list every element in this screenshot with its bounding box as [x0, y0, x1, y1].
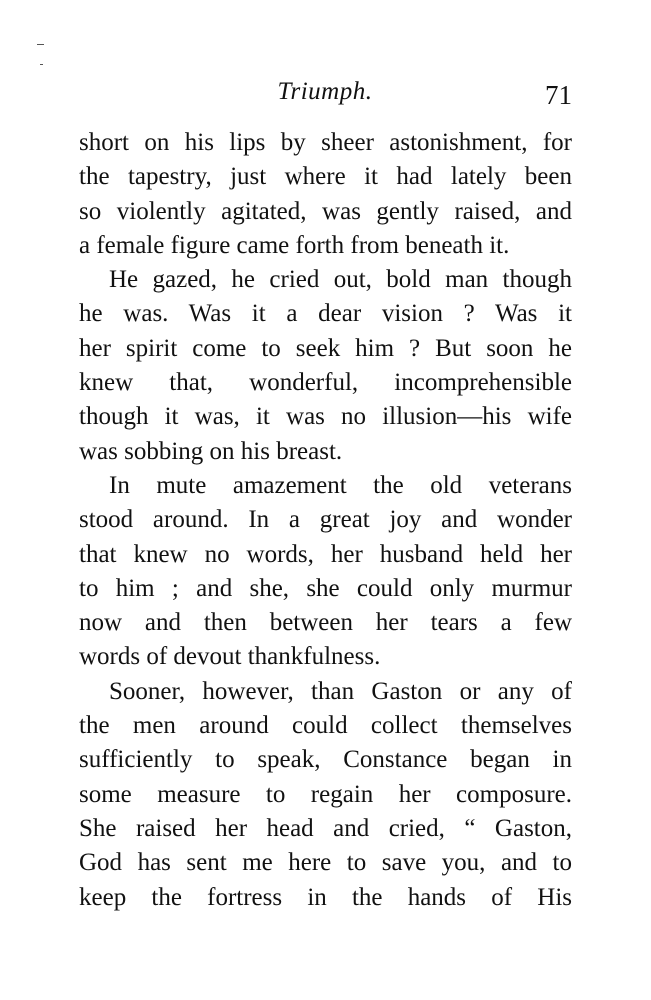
text-line: God has sent me here to save you, and to: [79, 849, 572, 877]
margin-mark: [37, 44, 44, 45]
text-line: stood around. In a great joy and wonder: [79, 506, 572, 534]
margin-mark: [40, 64, 43, 65]
text-line: words of devout thankfulness.: [79, 643, 381, 671]
text-line: knew that, wonderful, incomprehensible: [79, 369, 572, 397]
text-line: he was. Was it a dear vision ? Was it: [79, 300, 572, 328]
running-head: [78, 78, 572, 114]
text-line: Sooner, however, than Gaston or any of: [109, 677, 572, 705]
text-line: her spirit come to seek him ? But soon he: [79, 334, 572, 362]
text-line: though it was, it was no illusion—his wife: [79, 403, 572, 431]
page-number: 71: [545, 80, 572, 110]
text-line: the men around could collect themselves: [79, 712, 572, 740]
text-line: She raised her head and cried, “ Gaston,: [79, 814, 572, 842]
text-line: keep the fortress in the hands of His: [79, 883, 572, 911]
text-line: a female figure came forth from beneath it.: [79, 231, 510, 259]
text-line: that knew no words, her husband held her: [79, 540, 572, 568]
running-title: Triumph.: [277, 78, 373, 105]
text-line: the tapestry, just where it had lately been: [79, 163, 572, 191]
text-line: now and then between her tears a few: [79, 609, 572, 637]
text-line: to him ; and she, she could only murmur: [79, 574, 572, 602]
text-line: so violently agitated, was gently raised, and: [79, 197, 572, 225]
text-line: short on his lips by sheer astonishment, for: [79, 129, 572, 156]
text-line: sufficiently to speak, Constance began in: [79, 746, 572, 774]
text-line: some measure to regain her composure.: [79, 780, 572, 808]
body-text: [79, 126, 572, 915]
text-line: In mute amazement the old veterans: [109, 471, 572, 499]
text-line: He gazed, he cried out, bold man though: [109, 266, 572, 294]
text-line: was sobbing on his breast.: [79, 437, 343, 465]
